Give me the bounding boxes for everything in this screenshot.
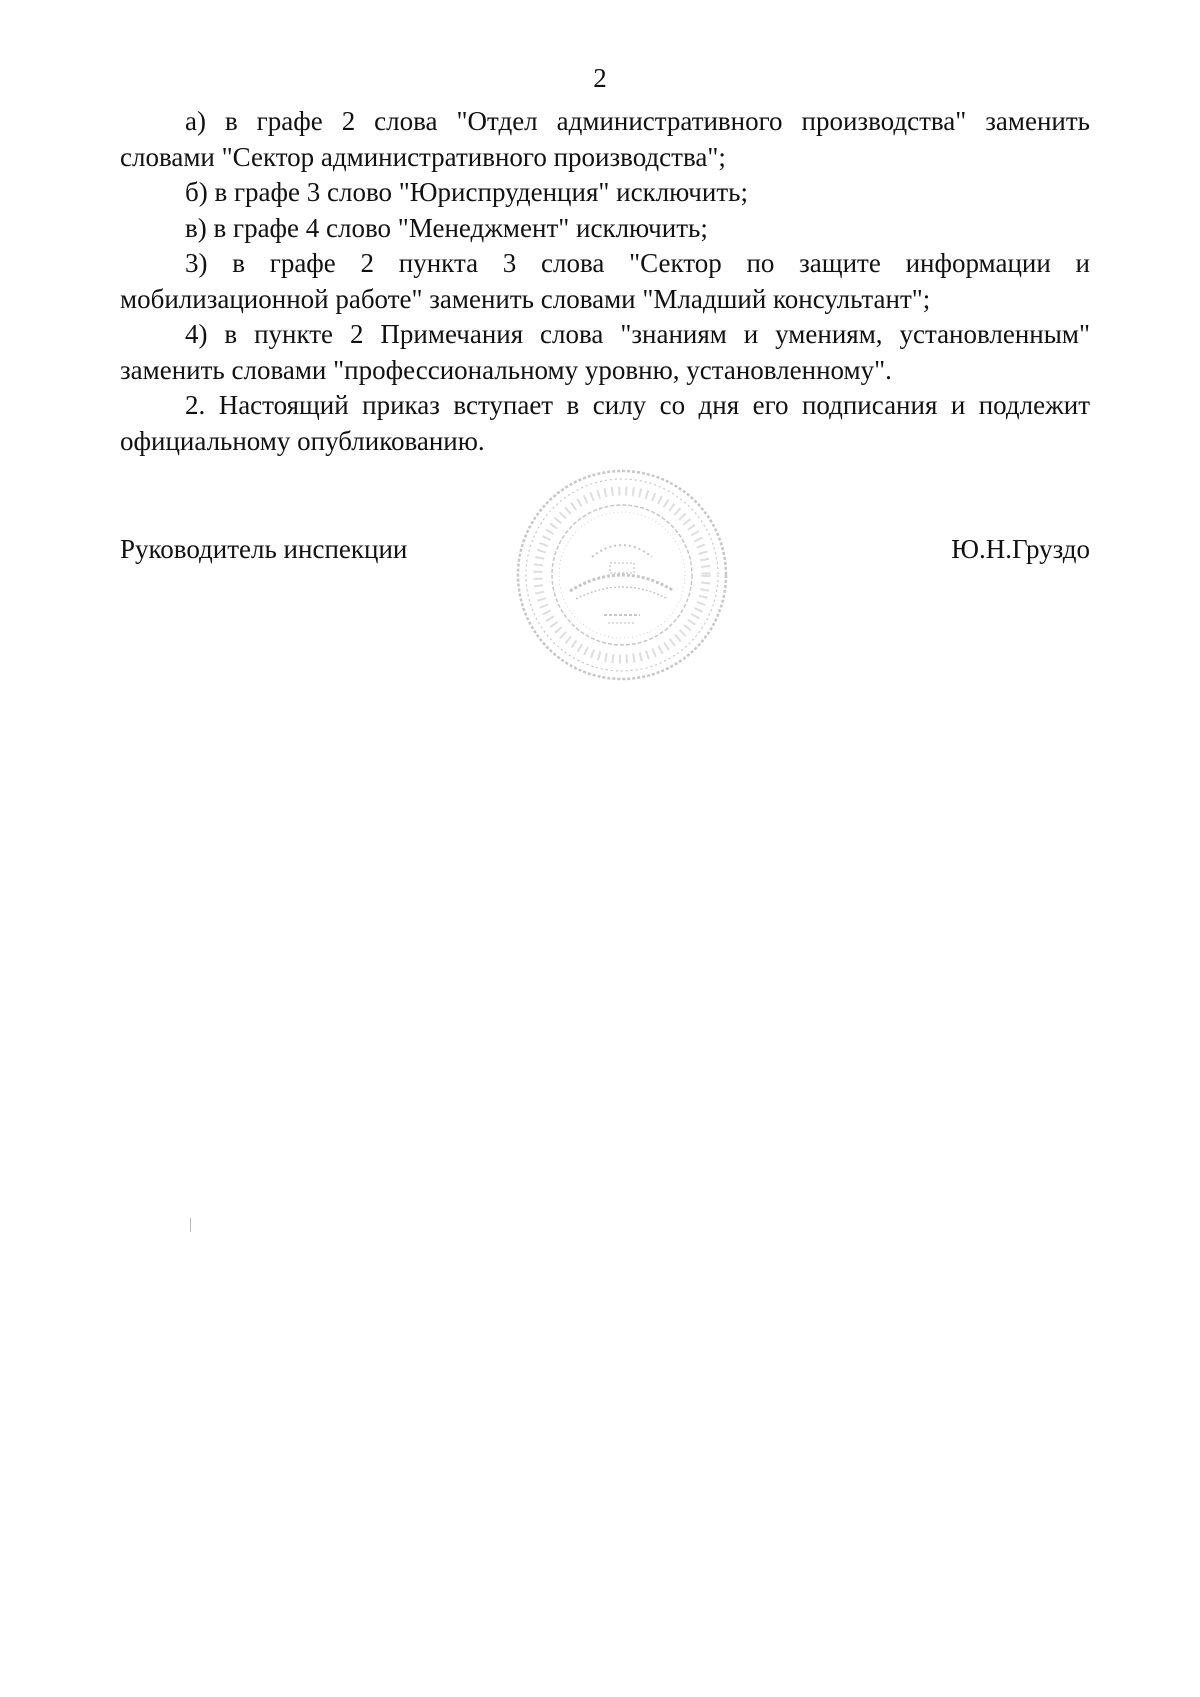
paragraph-a: а) в графе 2 слова "Отдел административного производства" заменить словами "Сектор административного производства"; bbox=[120, 106, 1090, 172]
paragraph-4: 4) в пункте 2 Примечания слова "знаниям и умениям, установленным" заменить словами "профессиональному уровню, установленному". bbox=[120, 319, 1090, 385]
paragraph-3: 3) в графе 2 пункта 3 слова "Сектор по защите информации и мобилизационной работе" заменить словами "Младший консультант"; bbox=[120, 248, 1090, 314]
paragraph-b: б) в графе 3 слово "Юриспруденция" исключить; bbox=[185, 177, 748, 207]
paragraph-clause-2: 2. Настоящий приказ вступает в силу со дня его подписания и подлежит официальному опубликованию. bbox=[120, 390, 1090, 456]
document-body bbox=[120, 104, 1090, 459]
signatory-name: Ю.Н.Груздо bbox=[951, 534, 1090, 564]
seal-icon bbox=[512, 465, 732, 685]
paragraph-v: в) в графе 4 слово "Менеджмент" исключить; bbox=[185, 212, 708, 243]
official-seal-stamp bbox=[512, 465, 732, 685]
signatory-title: Руководитель инспекции bbox=[120, 534, 408, 564]
page-number: 2 bbox=[593, 63, 607, 93]
margin-mark bbox=[190, 1218, 191, 1232]
